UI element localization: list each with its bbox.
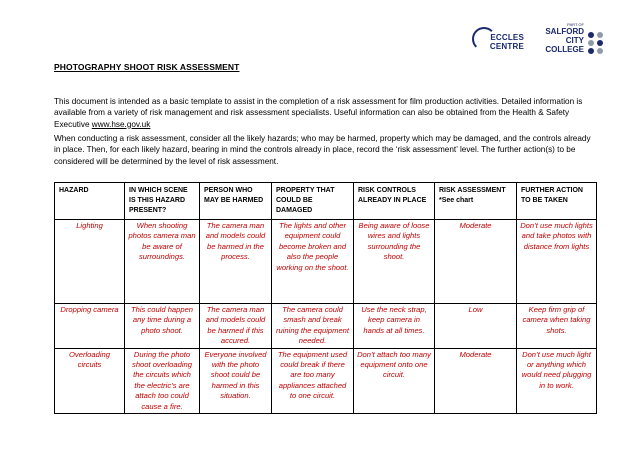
table-cell: Don’t attach too many equipment onto one circuit.: [354, 348, 435, 413]
salford-logo-line1: SALFORD: [545, 27, 584, 36]
table-cell: Overloading circuits: [55, 348, 125, 413]
table-cell: Use the neck strap, keep camera in hands at all times.: [354, 304, 435, 349]
table-cell: Low: [435, 304, 517, 349]
table-header-row: [55, 183, 597, 220]
table-cell: Moderate: [435, 220, 517, 304]
hse-link[interactable]: www.hse.gov.uk: [91, 119, 151, 129]
header-hazard: HAZARD: [55, 183, 125, 220]
intro-text: This document is intended as a basic template to assist in the completion of a risk assessment for film production activities. Detailed information is available from a variety of risk management and risk assessment specialists. Useful information can also be obtained from the Health & Safety Executive: [54, 97, 583, 129]
eccles-logo-line2: CENTRE: [489, 42, 524, 51]
header-property-damaged: PROPERTY THAT COULD BE DAMAGED: [272, 183, 354, 220]
instructions-paragraph: When conducting a risk assessment, consider all the likely hazards; who may be harmed, property which may be damaged, and the controls already in place. Then, for each likely hazard, bearing in mind the controls already in place, record the ‘risk assessment’ level. The further action(s) to be considered will be determined by the level of risk assessment.: [54, 134, 591, 166]
table-cell: This could happen any time during a photo shoot.: [125, 304, 200, 349]
table-row: [55, 220, 597, 304]
salford-city-college-logo: [532, 22, 604, 58]
salford-logo-line3: COLLEGE: [545, 45, 584, 54]
table-cell: Don’t use much light or anything which would need plugging in to work.: [517, 348, 597, 413]
eccles-logo-line1: ECCLES: [490, 33, 524, 42]
table-cell: When shooting photos camera man be aware of surroundings.: [125, 220, 200, 304]
table-cell: The camera man and models could be harmed if this accured.: [200, 304, 272, 349]
table-cell: During the photo shoot overloading the circuits which the electric’s are attach too could cause a fire.: [125, 348, 200, 413]
table-cell: The camera man and models could be harmed in the process.: [200, 220, 272, 304]
college-dots-icon: [588, 32, 604, 54]
table-cell: Don’t use much lights and take photos with distance from lights: [517, 220, 597, 304]
salford-logo-line2: CITY: [565, 36, 584, 45]
table-cell: Dropping camera: [55, 304, 125, 349]
header-scene: IN WHICH SCENE IS THIS HAZARD PRESENT?: [125, 183, 200, 220]
table-cell: Moderate: [435, 348, 517, 413]
logos: [470, 22, 604, 58]
header-risk-controls: RISK CONTROLS ALREADY IN PLACE: [354, 183, 435, 220]
table-cell: Keep firm grip of camera when taking shots.: [517, 304, 597, 349]
table-cell: Being aware of loose wires and lights surrounding the shoot.: [354, 220, 435, 304]
table-row: [55, 348, 597, 413]
header-risk-assessment: RISK ASSESSMENT *See chart: [435, 183, 517, 220]
eccles-centre-logo: [470, 25, 524, 55]
risk-assessment-table: [54, 182, 597, 414]
table-cell: Everyone involved with the photo shoot could be harmed in this situation.: [200, 348, 272, 413]
header-further-action: FURTHER ACTION TO BE TAKEN: [517, 183, 597, 220]
table-cell: Lighting: [55, 220, 125, 304]
header-person-harmed: PERSON WHO MAY BE HARMED: [200, 183, 272, 220]
table-cell: The camera could smash and break ruining the equipment needed.: [272, 304, 354, 349]
table-cell: The lights and other equipment could become broken and also the people working on the shoot.: [272, 220, 354, 304]
table-cell: The equipment used could break if there are too many appliances attached to one circuit.: [272, 348, 354, 413]
document-title: PHOTOGRAPHY SHOOT RISK ASSESSMENT: [54, 62, 240, 72]
table-row: [55, 304, 597, 349]
intro-paragraph: [54, 96, 594, 130]
salford-logo-small-text: PART OF: [567, 22, 584, 27]
